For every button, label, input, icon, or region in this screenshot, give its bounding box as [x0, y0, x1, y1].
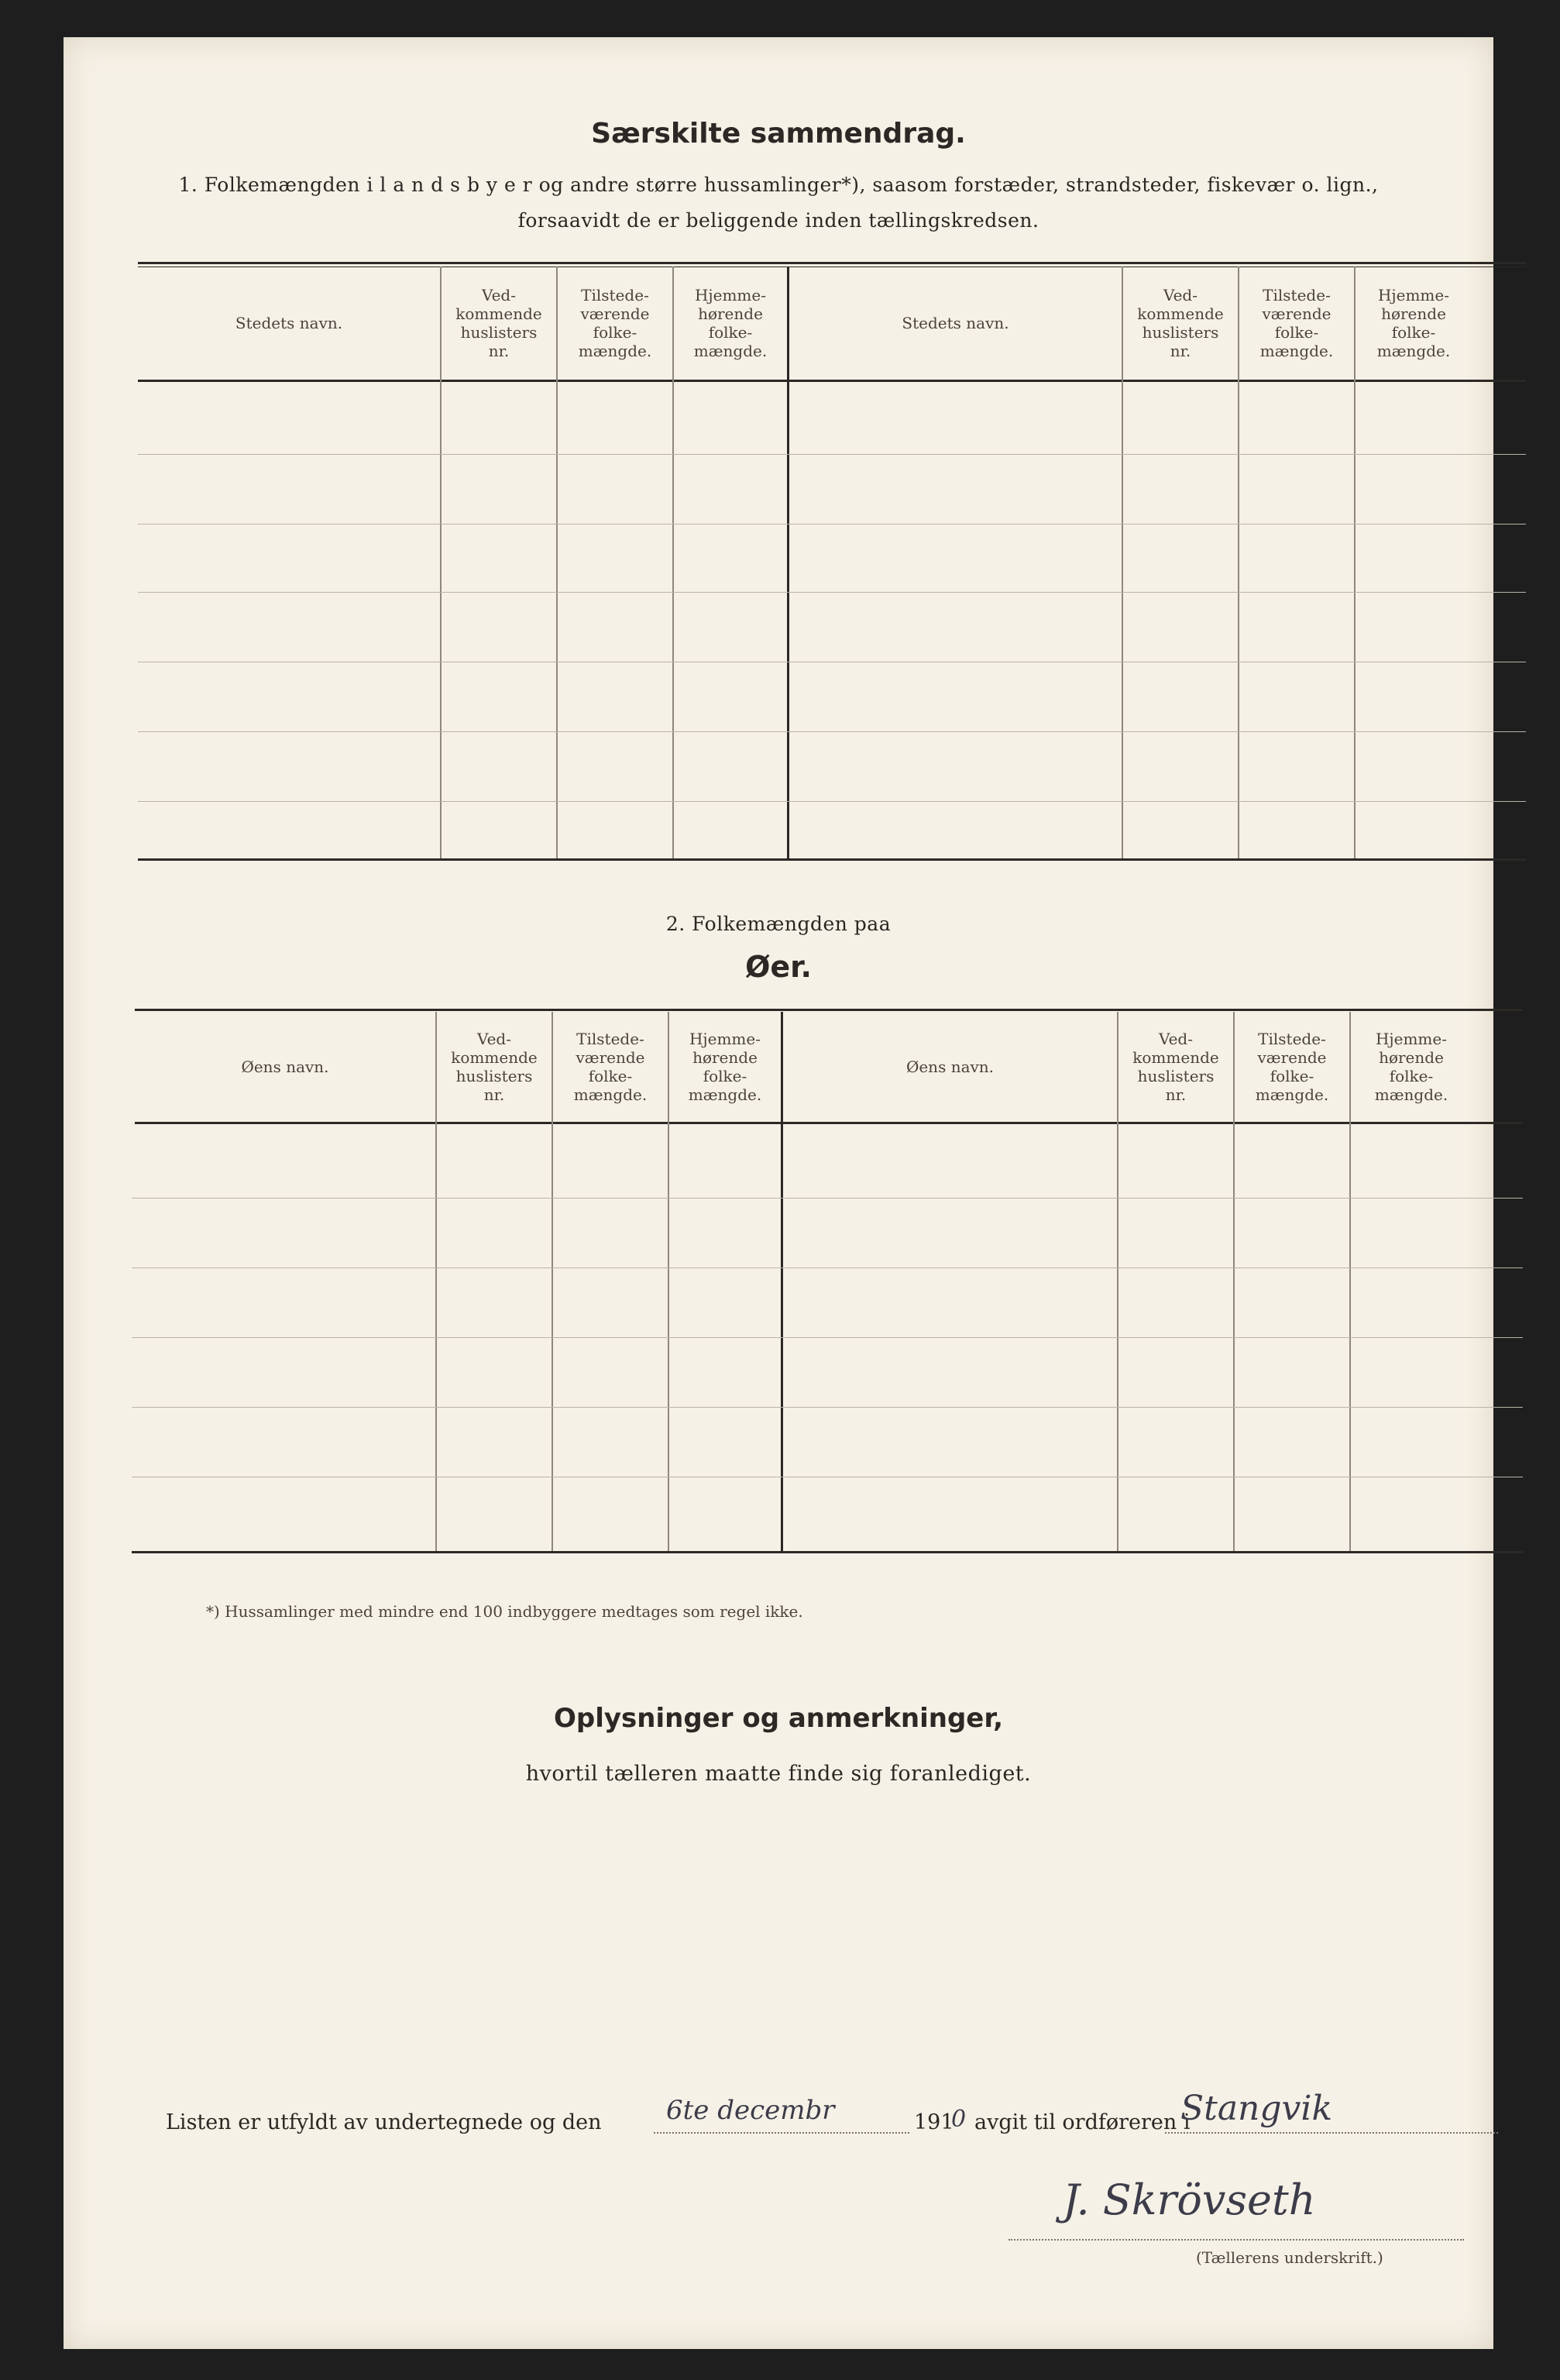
signature-prefix: Listen er utfyldt av undertegnede og den	[166, 2110, 602, 2134]
handwritten-date: 6te decembr	[666, 2095, 835, 2126]
page-title: Særskilte sammendrag.	[591, 118, 966, 150]
header-hjemmehorende: Hjemme- hørende folke- mængde.	[693, 286, 768, 360]
section1-line2: forsaavidt de er beliggende inden tællingskredsen.	[517, 209, 1039, 232]
header-tilstedevaerende-2: Tilstede- værende folke- mængde.	[1259, 286, 1334, 360]
footnote: *) Hussamlinger med mindre end 100 indbyggere medtages som regel ikke.	[206, 1602, 803, 1621]
section2-heading: Øer.	[745, 950, 812, 984]
header-huslisters-nr: Ved- kommende huslisters nr.	[455, 286, 542, 360]
census-form-page	[64, 37, 1493, 2349]
header-tilstedevaerende-3: Tilstede- værende folke- mængde.	[573, 1030, 648, 1104]
remarks-subtitle: hvortil tælleren maatte finde sig foranlediget.	[525, 1762, 1032, 1786]
handwritten-signature: J. Skrövseth	[1063, 2175, 1316, 2224]
header-huslisters-nr-3: Ved- kommende huslisters nr.	[451, 1030, 538, 1104]
signature-middle: avgit til ordføreren i	[974, 2110, 1191, 2134]
header-huslisters-nr-4: Ved- kommende huslisters nr.	[1132, 1030, 1219, 1104]
signature-line	[166, 2089, 1498, 2141]
handwritten-year: 0	[951, 2106, 967, 2133]
signature-block	[993, 2175, 1520, 2292]
header-stedets-navn-2: Stedets navn.	[902, 314, 1009, 332]
header-tilstedevaerende-4: Tilstede- værende folke- mængde.	[1255, 1030, 1329, 1104]
header-hjemmehorende-3: Hjemme- hørende folke- mængde.	[688, 1030, 762, 1104]
remarks-title: Oplysninger og anmerkninger,	[553, 1703, 1004, 1734]
section2-line1: 2. Folkemængden paa	[665, 913, 892, 935]
header-hjemmehorende-4: Hjemme- hørende folke- mængde.	[1374, 1030, 1448, 1104]
header-stedets-navn: Stedets navn.	[235, 314, 343, 332]
signature-caption: (Tællerens underskrift.)	[1196, 2248, 1383, 2267]
header-oens-navn-2: Øens navn.	[905, 1058, 995, 1076]
header-huslisters-nr-2: Ved- kommende huslisters nr.	[1137, 286, 1224, 360]
header-oens-navn: Øens navn.	[241, 1058, 329, 1076]
handwritten-place: Stangvik	[1180, 2089, 1333, 2128]
section1-line1: 1. Folkemængden i l a n d s b y e r og andre større hussamlinger*), saasom forstæder, strandsteder, fiskevær o. lign.,	[178, 174, 1379, 196]
header-hjemmehorende-2: Hjemme- hørende folke- mængde.	[1376, 286, 1451, 360]
header-tilstedevaerende: Tilstede- værende folke- mængde.	[578, 286, 652, 360]
year-prefix: 191	[914, 2110, 954, 2134]
